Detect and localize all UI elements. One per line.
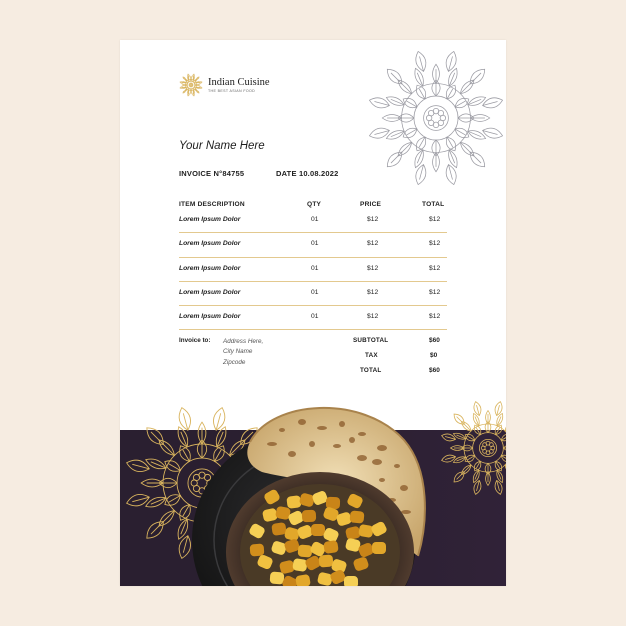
item-price: $12	[367, 265, 379, 272]
brand-name: Indian Cuisine	[208, 77, 270, 88]
item-price: $12	[367, 313, 379, 320]
item-total: $12	[429, 265, 441, 272]
invoice-number: INVOICE N°84755	[179, 169, 245, 178]
invoice-date: DATE 10.08.2022	[276, 169, 339, 178]
item-total: $12	[429, 216, 441, 223]
item-total: $12	[429, 240, 441, 247]
address-line: Address Here,	[223, 338, 264, 345]
total-label: TOTAL	[360, 367, 382, 374]
item-description: Lorem Ipsum Dolor	[179, 313, 241, 320]
item-qty: 01	[311, 216, 319, 223]
item-price: $12	[367, 216, 379, 223]
address-block	[223, 337, 263, 368]
invoice-to-label: Invoice to:	[179, 337, 211, 344]
food-photo	[192, 400, 492, 586]
item-price: $12	[367, 240, 379, 247]
row-divider	[179, 305, 447, 306]
item-qty: 01	[311, 265, 319, 272]
subtotal-label: SUBTOTAL	[353, 337, 389, 344]
item-price: $12	[367, 289, 379, 296]
row-divider	[179, 257, 447, 258]
item-description: Lorem Ipsum Dolor	[179, 265, 241, 272]
address-line: Zipcode	[223, 358, 246, 366]
address-line: City Name	[223, 348, 253, 356]
mandala-ornament-icon	[354, 40, 506, 200]
mandala-logo-icon	[178, 72, 204, 98]
item-total: $12	[429, 313, 441, 320]
item-qty: 01	[311, 313, 319, 320]
item-qty: 01	[311, 289, 319, 296]
brand-header	[178, 72, 270, 98]
row-divider	[179, 232, 447, 233]
tax-label: TAX	[365, 352, 378, 359]
tax-value: $0	[430, 352, 438, 359]
customer-name: Your Name Here	[179, 140, 265, 152]
item-total: $12	[429, 289, 441, 296]
total-value: $60	[429, 367, 440, 374]
header-description: ITEM DESCRIPTION	[179, 201, 245, 208]
header-price: PRICE	[360, 201, 382, 208]
header-qty: QTY	[307, 201, 322, 208]
subtotal-value: $60	[429, 337, 440, 344]
item-description: Lorem Ipsum Dolor	[179, 240, 241, 247]
header-total: TOTAL	[422, 201, 445, 208]
row-divider	[179, 329, 447, 330]
item-qty: 01	[311, 240, 319, 247]
item-description: Lorem Ipsum Dolor	[179, 216, 241, 223]
brand-tagline: THE BEST ASIAN FOOD	[208, 89, 256, 93]
item-description: Lorem Ipsum Dolor	[179, 289, 241, 296]
invoice-page	[120, 40, 506, 586]
row-divider	[179, 281, 447, 282]
